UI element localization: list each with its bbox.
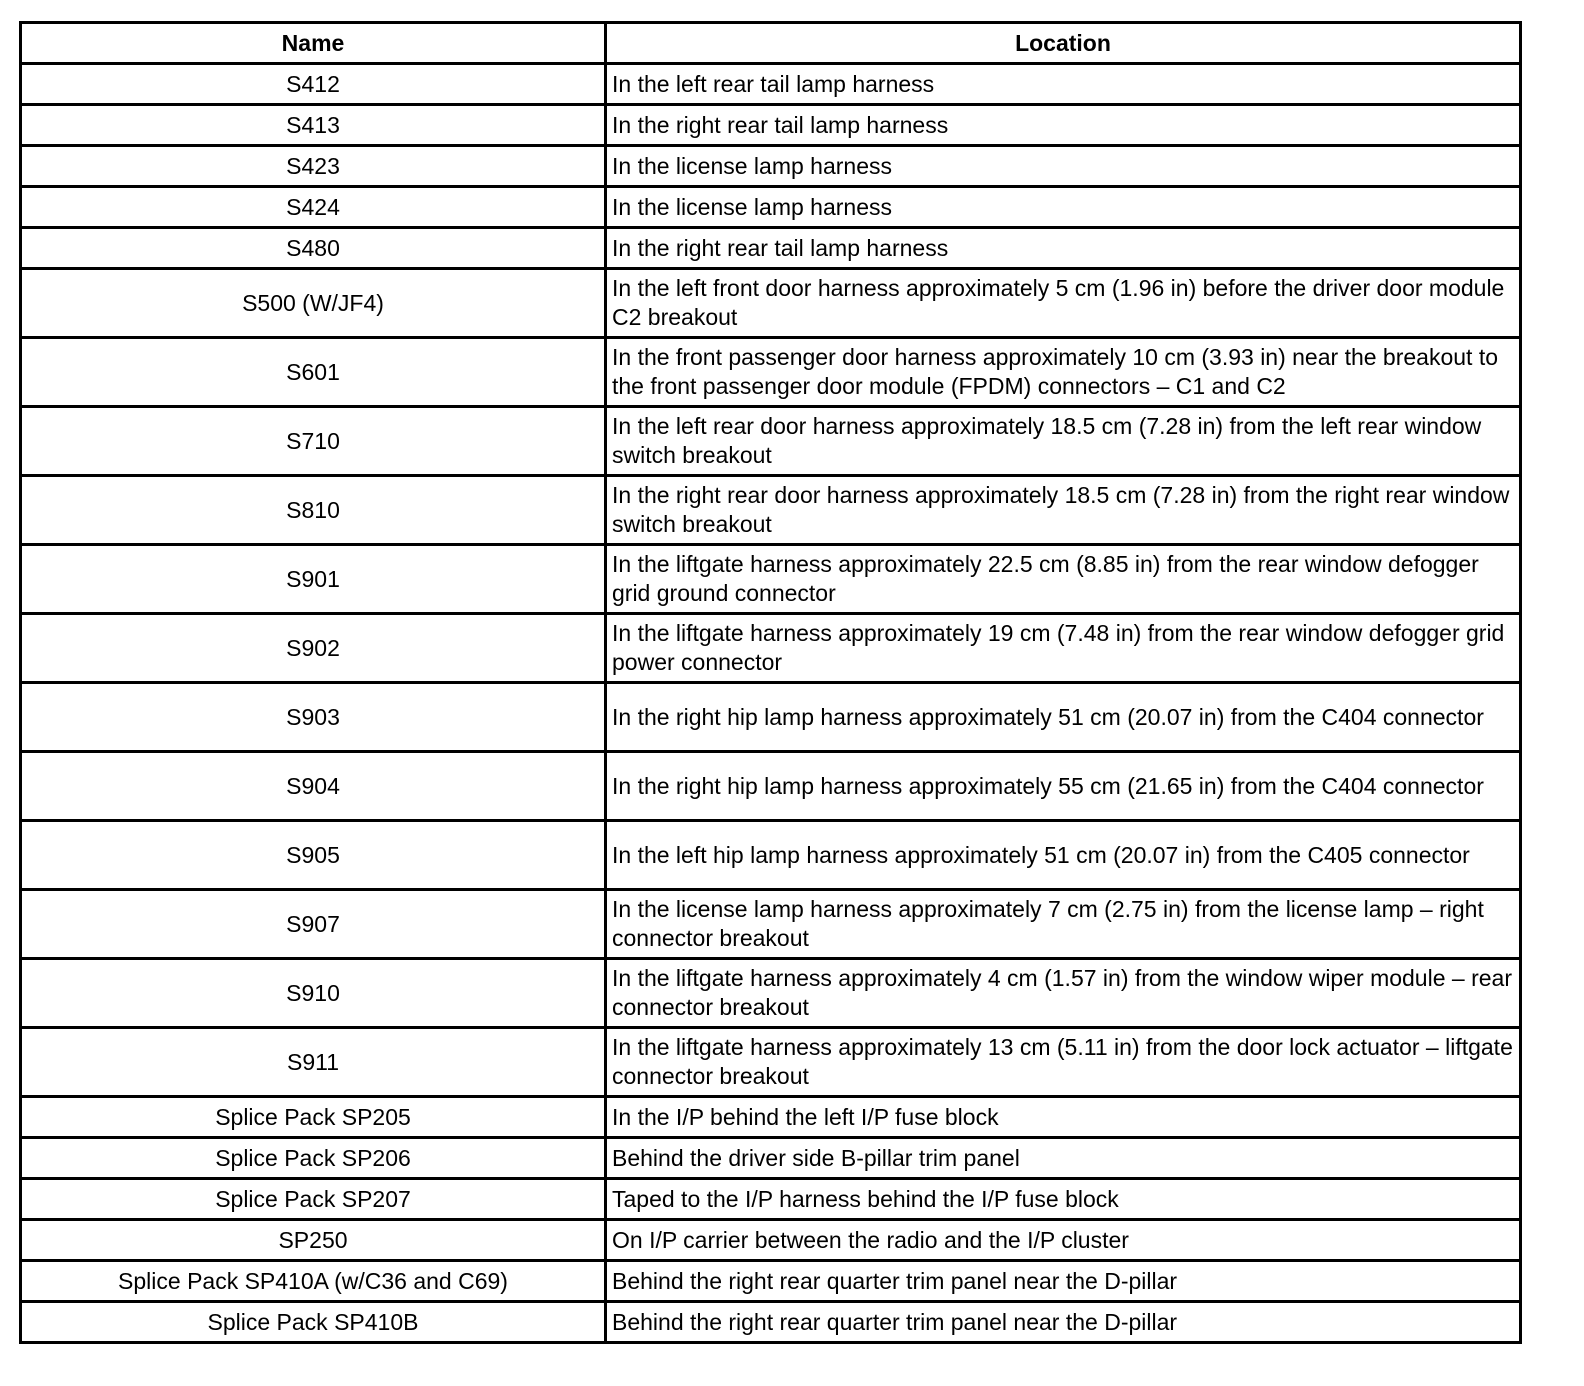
splice-location-cell: In the left rear tail lamp harness — [606, 64, 1521, 105]
table-row — [21, 228, 1521, 269]
splice-name-cell: S412 — [21, 64, 606, 105]
splice-location-cell: In the liftgate harness approximately 13 cm (5.11 in) from the door lock actuator – liftgate connector breakout — [606, 1028, 1521, 1097]
splice-location-cell: Behind the driver side B-pillar trim panel — [606, 1138, 1521, 1179]
splice-name-cell: S901 — [21, 545, 606, 614]
splice-location-cell: In the right rear tail lamp harness — [606, 105, 1521, 146]
splice-name-cell: S601 — [21, 338, 606, 407]
splice-location-cell: Behind the right rear quarter trim panel near the D-pillar — [606, 1302, 1521, 1343]
table-row — [21, 1220, 1521, 1261]
splice-name-cell: S903 — [21, 683, 606, 752]
table-row — [21, 1138, 1521, 1179]
splice-name-cell: S500 (W/JF4) — [21, 269, 606, 338]
splice-name-cell: S910 — [21, 959, 606, 1028]
table-row — [21, 683, 1521, 752]
splice-location-cell: Taped to the I/P harness behind the I/P fuse block — [606, 1179, 1521, 1220]
table-row — [21, 64, 1521, 105]
splice-location-cell: In the right hip lamp harness approximately 55 cm (21.65 in) from the C404 connector — [606, 752, 1521, 821]
splice-name-cell: S904 — [21, 752, 606, 821]
splice-name-cell: Splice Pack SP205 — [21, 1097, 606, 1138]
table-row — [21, 545, 1521, 614]
splice-location-cell: In the right rear door harness approximately 18.5 cm (7.28 in) from the right rear window switch breakout — [606, 476, 1521, 545]
table-row — [21, 1179, 1521, 1220]
splice-location-cell: In the left front door harness approximately 5 cm (1.96 in) before the driver door module C2 breakout — [606, 269, 1521, 338]
table-row — [21, 1097, 1521, 1138]
splice-location-cell: In the I/P behind the left I/P fuse block — [606, 1097, 1521, 1138]
table-row — [21, 614, 1521, 683]
splice-location-cell: In the right rear tail lamp harness — [606, 228, 1521, 269]
splice-name-cell: Splice Pack SP206 — [21, 1138, 606, 1179]
table-row — [21, 1028, 1521, 1097]
splice-name-cell: Splice Pack SP410B — [21, 1302, 606, 1343]
splice-location-table — [19, 21, 1522, 1344]
splice-location-cell: In the left hip lamp harness approximately 51 cm (20.07 in) from the C405 connector — [606, 821, 1521, 890]
splice-location-cell: In the liftgate harness approximately 4 cm (1.57 in) from the window wiper module – rear connector breakout — [606, 959, 1521, 1028]
splice-name-cell: Splice Pack SP410A (w/C36 and C69) — [21, 1261, 606, 1302]
splice-location-cell: In the license lamp harness — [606, 187, 1521, 228]
table-row — [21, 821, 1521, 890]
splice-name-cell: S423 — [21, 146, 606, 187]
splice-name-cell: Splice Pack SP207 — [21, 1179, 606, 1220]
table-header-row — [21, 23, 1521, 64]
table-row — [21, 752, 1521, 821]
splice-name-cell: S710 — [21, 407, 606, 476]
table-row — [21, 105, 1521, 146]
table-row — [21, 959, 1521, 1028]
splice-location-cell: Behind the right rear quarter trim panel near the D-pillar — [606, 1261, 1521, 1302]
splice-name-cell: S413 — [21, 105, 606, 146]
splice-location-cell: In the left rear door harness approximately 18.5 cm (7.28 in) from the left rear window switch breakout — [606, 407, 1521, 476]
table-row — [21, 269, 1521, 338]
splice-name-cell: S907 — [21, 890, 606, 959]
splice-location-cell: In the front passenger door harness approximately 10 cm (3.93 in) near the breakout to the front passenger door module (FPDM) connectors – C1 and C2 — [606, 338, 1521, 407]
splice-name-cell: S424 — [21, 187, 606, 228]
table-row — [21, 1261, 1521, 1302]
table-row — [21, 338, 1521, 407]
table-row — [21, 407, 1521, 476]
splice-location-cell: In the liftgate harness approximately 22.5 cm (8.85 in) from the rear window defogger grid ground connector — [606, 545, 1521, 614]
table-row — [21, 1302, 1521, 1343]
table-row — [21, 187, 1521, 228]
table-row — [21, 890, 1521, 959]
table-row — [21, 476, 1521, 545]
splice-name-cell: S911 — [21, 1028, 606, 1097]
splice-name-cell: S480 — [21, 228, 606, 269]
column-header-name: Name — [21, 23, 606, 64]
column-header-location: Location — [606, 23, 1521, 64]
splice-name-cell: S810 — [21, 476, 606, 545]
table-row — [21, 146, 1521, 187]
splice-location-cell: In the license lamp harness — [606, 146, 1521, 187]
splice-name-cell: S905 — [21, 821, 606, 890]
splice-location-cell: In the right hip lamp harness approximately 51 cm (20.07 in) from the C404 connector — [606, 683, 1521, 752]
splice-location-cell: On I/P carrier between the radio and the I/P cluster — [606, 1220, 1521, 1261]
splice-name-cell: S902 — [21, 614, 606, 683]
splice-location-cell: In the liftgate harness approximately 19 cm (7.48 in) from the rear window defogger grid power connector — [606, 614, 1521, 683]
splice-location-cell: In the license lamp harness approximately 7 cm (2.75 in) from the license lamp – right connector breakout — [606, 890, 1521, 959]
splice-name-cell: SP250 — [21, 1220, 606, 1261]
